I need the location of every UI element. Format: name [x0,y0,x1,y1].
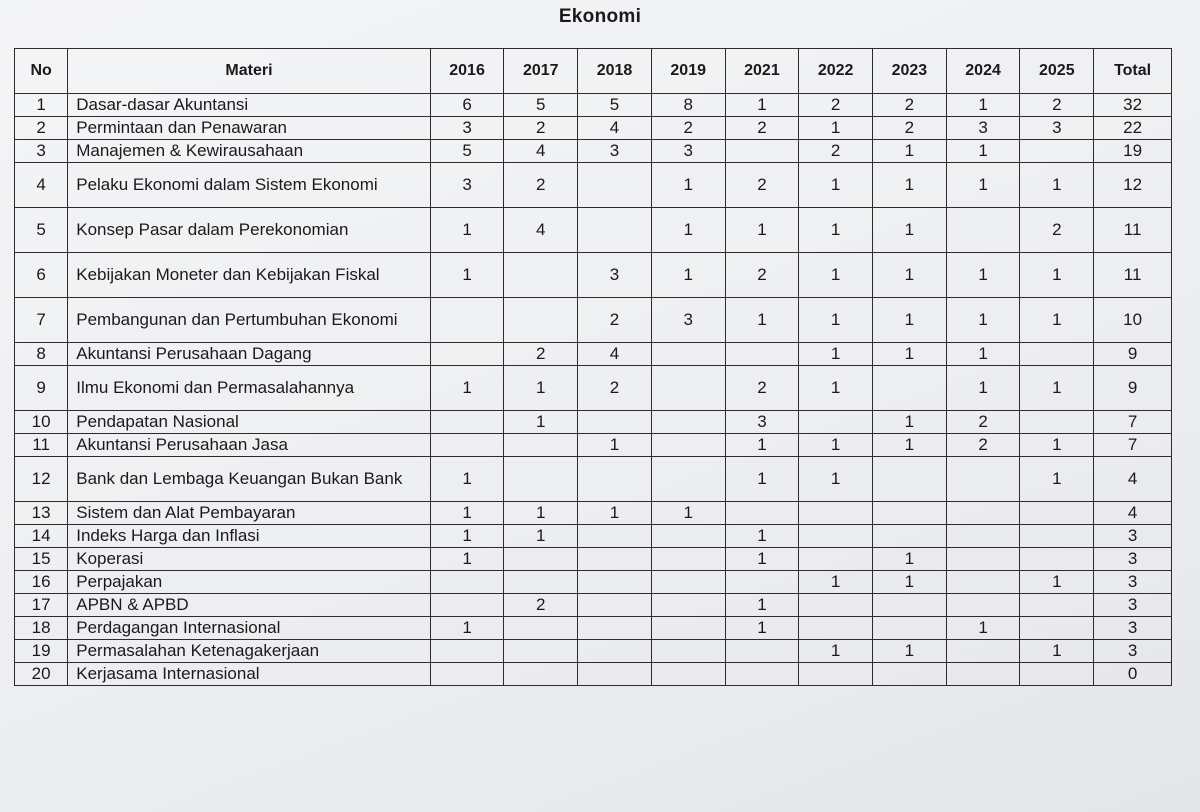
year-count-cell [1020,594,1094,617]
year-count-cell [578,663,652,686]
row-number: 20 [15,663,68,686]
year-count-cell: 1 [725,298,799,343]
row-number: 9 [15,366,68,411]
column-header: 2021 [725,49,799,94]
year-count-cell: 5 [504,94,578,117]
topic-name: Permintaan dan Penawaran [68,117,430,140]
year-count-cell [651,525,725,548]
year-count-cell [578,411,652,434]
total-cell: 4 [1094,502,1172,525]
row-number: 14 [15,525,68,548]
year-count-cell [1020,663,1094,686]
year-count-cell [578,525,652,548]
year-count-cell: 3 [1020,117,1094,140]
total-cell: 3 [1094,594,1172,617]
year-count-cell: 3 [430,117,504,140]
year-count-cell: 5 [430,140,504,163]
year-count-cell: 5 [578,94,652,117]
year-count-cell [578,617,652,640]
topic-name: Akuntansi Perusahaan Dagang [68,343,430,366]
page-title: Ekonomi [558,6,642,27]
year-count-cell [946,457,1020,502]
year-count-cell: 1 [873,208,947,253]
topic-name: Konsep Pasar dalam Perekonomian [68,208,430,253]
year-count-cell [651,366,725,411]
year-count-cell [1020,411,1094,434]
year-count-cell: 2 [504,163,578,208]
column-header: 2024 [946,49,1020,94]
topic-name: Koperasi [68,548,430,571]
row-number: 11 [15,434,68,457]
year-count-cell [946,663,1020,686]
table-row [15,548,1172,571]
year-count-cell [799,617,873,640]
year-count-cell: 2 [1020,94,1094,117]
year-count-cell: 1 [651,502,725,525]
year-count-cell: 1 [1020,571,1094,594]
total-cell: 7 [1094,434,1172,457]
topic-name: Perpajakan [68,571,430,594]
year-count-cell: 3 [946,117,1020,140]
year-count-cell: 1 [1020,434,1094,457]
year-count-cell: 1 [799,208,873,253]
year-count-cell: 2 [504,343,578,366]
total-cell: 3 [1094,525,1172,548]
year-count-cell: 1 [873,343,947,366]
table-row [15,163,1172,208]
year-count-cell [725,571,799,594]
year-count-cell [725,640,799,663]
total-cell: 4 [1094,457,1172,502]
column-header: Total [1094,49,1172,94]
year-count-cell: 1 [725,457,799,502]
total-cell: 3 [1094,640,1172,663]
year-count-cell [430,411,504,434]
year-count-cell [873,663,947,686]
year-count-cell: 1 [578,502,652,525]
year-count-cell: 6 [430,94,504,117]
year-count-cell [430,571,504,594]
topic-name: Permasalahan Ketenagakerjaan [68,640,430,663]
total-cell: 22 [1094,117,1172,140]
year-count-cell [578,457,652,502]
year-count-cell [504,663,578,686]
topic-name: Perdagangan Internasional [68,617,430,640]
year-count-cell [873,594,947,617]
year-count-cell [799,525,873,548]
year-count-cell [430,298,504,343]
header-row [15,49,1172,94]
year-count-cell: 1 [725,525,799,548]
year-count-cell [1020,617,1094,640]
year-count-cell: 1 [725,617,799,640]
year-count-cell [946,571,1020,594]
year-count-cell [873,617,947,640]
year-count-cell: 3 [578,253,652,298]
topic-name: Pelaku Ekonomi dalam Sistem Ekonomi [68,163,430,208]
year-count-cell: 1 [799,163,873,208]
year-count-cell [651,594,725,617]
year-count-cell: 2 [873,94,947,117]
topic-frequency-table [14,48,1172,686]
year-count-cell [946,548,1020,571]
row-number: 5 [15,208,68,253]
year-count-cell: 1 [799,298,873,343]
row-number: 15 [15,548,68,571]
year-count-cell: 2 [725,366,799,411]
year-count-cell: 1 [873,411,947,434]
year-count-cell: 2 [578,298,652,343]
topic-name: Bank dan Lembaga Keuangan Bukan Bank [68,457,430,502]
year-count-cell [1020,502,1094,525]
year-count-cell: 1 [651,208,725,253]
year-count-cell: 4 [504,140,578,163]
topic-name: APBN & APBD [68,594,430,617]
total-cell: 3 [1094,548,1172,571]
year-count-cell: 1 [1020,298,1094,343]
year-count-cell: 1 [946,366,1020,411]
year-count-cell: 1 [799,571,873,594]
table-row [15,457,1172,502]
year-count-cell: 1 [725,594,799,617]
year-count-cell: 1 [799,457,873,502]
year-count-cell [651,457,725,502]
row-number: 13 [15,502,68,525]
year-count-cell [578,594,652,617]
year-count-cell: 1 [1020,366,1094,411]
table-row [15,343,1172,366]
table-row [15,366,1172,411]
total-cell: 9 [1094,343,1172,366]
table-row [15,663,1172,686]
year-count-cell [799,594,873,617]
year-count-cell [725,343,799,366]
year-count-cell [430,434,504,457]
year-count-cell [799,663,873,686]
year-count-cell [651,663,725,686]
year-count-cell: 1 [1020,640,1094,663]
row-number: 19 [15,640,68,663]
total-cell: 7 [1094,411,1172,434]
year-count-cell: 1 [946,140,1020,163]
year-count-cell: 4 [504,208,578,253]
table-row [15,434,1172,457]
year-count-cell: 1 [430,525,504,548]
year-count-cell [504,571,578,594]
topic-name: Kerjasama Internasional [68,663,430,686]
row-number: 2 [15,117,68,140]
table-row [15,253,1172,298]
year-count-cell: 3 [651,140,725,163]
topic-name: Indeks Harga dan Inflasi [68,525,430,548]
topic-name: Kebijakan Moneter dan Kebijakan Fiskal [68,253,430,298]
year-count-cell: 1 [430,208,504,253]
year-count-cell: 1 [799,253,873,298]
table-row [15,525,1172,548]
year-count-cell [578,548,652,571]
year-count-cell: 1 [651,163,725,208]
year-count-cell [578,163,652,208]
year-count-cell [946,208,1020,253]
year-count-cell: 1 [725,208,799,253]
year-count-cell [1020,525,1094,548]
topic-name: Akuntansi Perusahaan Jasa [68,434,430,457]
year-count-cell [799,411,873,434]
year-count-cell: 1 [946,298,1020,343]
year-count-cell: 1 [873,298,947,343]
year-count-cell [504,434,578,457]
table-row [15,502,1172,525]
table-row [15,298,1172,343]
total-cell: 3 [1094,617,1172,640]
year-count-cell: 1 [873,548,947,571]
row-number: 6 [15,253,68,298]
topic-name: Sistem dan Alat Pembayaran [68,502,430,525]
year-count-cell [651,434,725,457]
year-count-cell: 1 [725,434,799,457]
row-number: 10 [15,411,68,434]
year-count-cell: 1 [873,140,947,163]
year-count-cell: 1 [873,434,947,457]
year-count-cell: 2 [799,140,873,163]
total-cell: 11 [1094,208,1172,253]
year-count-cell [946,594,1020,617]
year-count-cell [504,253,578,298]
year-count-cell: 1 [430,457,504,502]
column-header: Materi [68,49,430,94]
year-count-cell: 2 [651,117,725,140]
year-count-cell: 1 [799,117,873,140]
year-count-cell [1020,343,1094,366]
year-count-cell: 2 [1020,208,1094,253]
year-count-cell [946,525,1020,548]
year-count-cell [1020,140,1094,163]
year-count-cell [430,343,504,366]
row-number: 3 [15,140,68,163]
row-number: 8 [15,343,68,366]
year-count-cell: 2 [578,366,652,411]
table-row [15,140,1172,163]
table-row [15,94,1172,117]
year-count-cell: 1 [873,253,947,298]
total-cell: 19 [1094,140,1172,163]
year-count-cell: 1 [946,163,1020,208]
year-count-cell [651,411,725,434]
row-number: 12 [15,457,68,502]
column-header: 2016 [430,49,504,94]
year-count-cell [504,548,578,571]
row-number: 18 [15,617,68,640]
total-cell: 11 [1094,253,1172,298]
year-count-cell [651,640,725,663]
topic-name: Ilmu Ekonomi dan Permasalahannya [68,366,430,411]
year-count-cell [504,640,578,663]
row-number: 17 [15,594,68,617]
year-count-cell [799,548,873,571]
year-count-cell: 1 [651,253,725,298]
year-count-cell: 1 [799,640,873,663]
year-count-cell [873,525,947,548]
year-count-cell: 3 [578,140,652,163]
year-count-cell: 3 [430,163,504,208]
year-count-cell: 2 [725,253,799,298]
year-count-cell: 1 [946,94,1020,117]
year-count-cell: 1 [1020,253,1094,298]
table-row [15,571,1172,594]
year-count-cell: 2 [946,434,1020,457]
topic-name: Pembangunan dan Pertumbuhan Ekonomi [68,298,430,343]
year-count-cell [504,298,578,343]
topic-name: Dasar-dasar Akuntansi [68,94,430,117]
table-row [15,411,1172,434]
year-count-cell [725,663,799,686]
year-count-cell [504,457,578,502]
year-count-cell: 1 [1020,163,1094,208]
year-count-cell [430,663,504,686]
year-count-cell [873,502,947,525]
year-count-cell [430,640,504,663]
year-count-cell: 4 [578,343,652,366]
total-cell: 12 [1094,163,1172,208]
year-count-cell: 1 [1020,457,1094,502]
column-header: No [15,49,68,94]
year-count-cell: 3 [651,298,725,343]
year-count-cell [651,343,725,366]
year-count-cell [799,502,873,525]
table-row [15,640,1172,663]
table-row [15,594,1172,617]
year-count-cell [873,366,947,411]
year-count-cell [651,548,725,571]
year-count-cell: 4 [578,117,652,140]
year-count-cell [578,208,652,253]
year-count-cell: 2 [799,94,873,117]
year-count-cell: 1 [504,411,578,434]
column-header: 2025 [1020,49,1094,94]
year-count-cell [946,640,1020,663]
total-cell: 3 [1094,571,1172,594]
column-header: 2019 [651,49,725,94]
year-count-cell: 1 [430,502,504,525]
year-count-cell [504,617,578,640]
year-count-cell: 1 [946,343,1020,366]
table-row [15,117,1172,140]
year-count-cell: 1 [799,434,873,457]
year-count-cell: 1 [430,548,504,571]
year-count-cell [578,640,652,663]
year-count-cell: 1 [946,617,1020,640]
year-count-cell: 2 [504,117,578,140]
year-count-cell: 1 [578,434,652,457]
year-count-cell [651,617,725,640]
year-count-cell: 2 [873,117,947,140]
year-count-cell: 1 [725,94,799,117]
year-count-cell: 1 [873,640,947,663]
year-count-cell: 3 [725,411,799,434]
year-count-cell: 1 [504,366,578,411]
row-number: 1 [15,94,68,117]
year-count-cell [725,140,799,163]
row-number: 7 [15,298,68,343]
year-count-cell: 2 [946,411,1020,434]
year-count-cell [651,571,725,594]
year-count-cell [873,457,947,502]
year-count-cell: 1 [504,502,578,525]
year-count-cell: 1 [430,366,504,411]
year-count-cell: 1 [430,617,504,640]
year-count-cell [430,594,504,617]
column-header: 2018 [578,49,652,94]
year-count-cell: 1 [430,253,504,298]
year-count-cell: 8 [651,94,725,117]
year-count-cell: 1 [946,253,1020,298]
year-count-cell: 1 [504,525,578,548]
total-cell: 32 [1094,94,1172,117]
total-cell: 10 [1094,298,1172,343]
year-count-cell [578,571,652,594]
column-header: 2017 [504,49,578,94]
year-count-cell: 2 [725,117,799,140]
table-row [15,208,1172,253]
year-count-cell [725,502,799,525]
year-count-cell: 1 [799,366,873,411]
topic-name: Pendapatan Nasional [68,411,430,434]
total-cell: 0 [1094,663,1172,686]
row-number: 4 [15,163,68,208]
year-count-cell: 2 [725,163,799,208]
year-count-cell [946,502,1020,525]
year-count-cell: 1 [873,163,947,208]
year-count-cell [1020,548,1094,571]
year-count-cell: 1 [873,571,947,594]
year-count-cell: 2 [504,594,578,617]
total-cell: 9 [1094,366,1172,411]
year-count-cell: 1 [725,548,799,571]
year-count-cell: 1 [799,343,873,366]
table-row [15,617,1172,640]
column-header: 2022 [799,49,873,94]
topic-name: Manajemen & Kewirausahaan [68,140,430,163]
row-number: 16 [15,571,68,594]
column-header: 2023 [873,49,947,94]
